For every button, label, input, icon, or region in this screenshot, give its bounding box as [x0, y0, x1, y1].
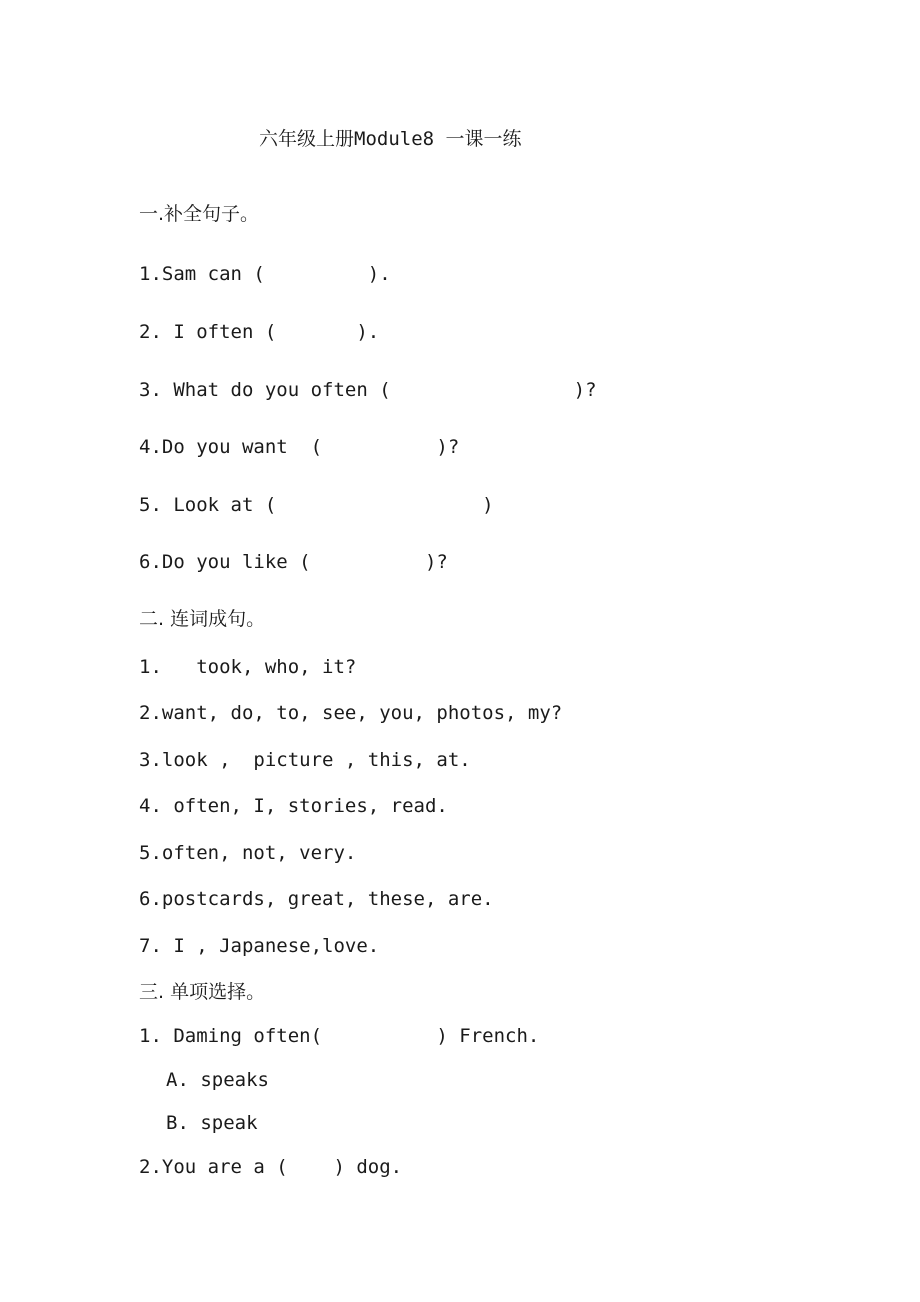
word-order-item: 5.often, not, very. [139, 842, 357, 864]
fill-in-item: 1.Sam can ( ). [139, 263, 391, 285]
fill-in-item: 2. I often ( ). [139, 321, 380, 343]
fill-in-item: 5. Look at ( ) [139, 494, 494, 516]
word-order-item: 7. I , Japanese,love. [139, 935, 380, 957]
word-order-item: 3.look , picture , this, at. [139, 749, 471, 771]
fill-in-item: 3. What do you often ( )? [139, 379, 597, 401]
choice-question: 1. Daming often( ) French. [139, 1025, 540, 1047]
word-order-item: 4. often, I, stories, read. [139, 795, 448, 817]
word-order-item: 6.postcards, great, these, are. [139, 888, 494, 910]
fill-in-item: 4.Do you want ( )? [139, 436, 460, 458]
word-order-item: 2.want, do, to, see, you, photos, my? [139, 702, 563, 724]
section-heading-multiple-choice: 三. 单项选择。 [139, 981, 266, 1003]
choice-question: 2.You are a ( ) dog. [139, 1156, 403, 1178]
page-title: 六年级上册Module8 一课一练 [259, 128, 522, 150]
choice-option-b: B. speak [166, 1112, 258, 1134]
section-heading-fill-in: 一.补全句子。 [139, 203, 260, 225]
word-order-item: 1. took, who, it? [139, 656, 357, 678]
section-heading-word-order: 二. 连词成句。 [139, 608, 266, 630]
fill-in-item: 6.Do you like ( )? [139, 551, 448, 573]
choice-option-a: A. speaks [166, 1069, 269, 1091]
